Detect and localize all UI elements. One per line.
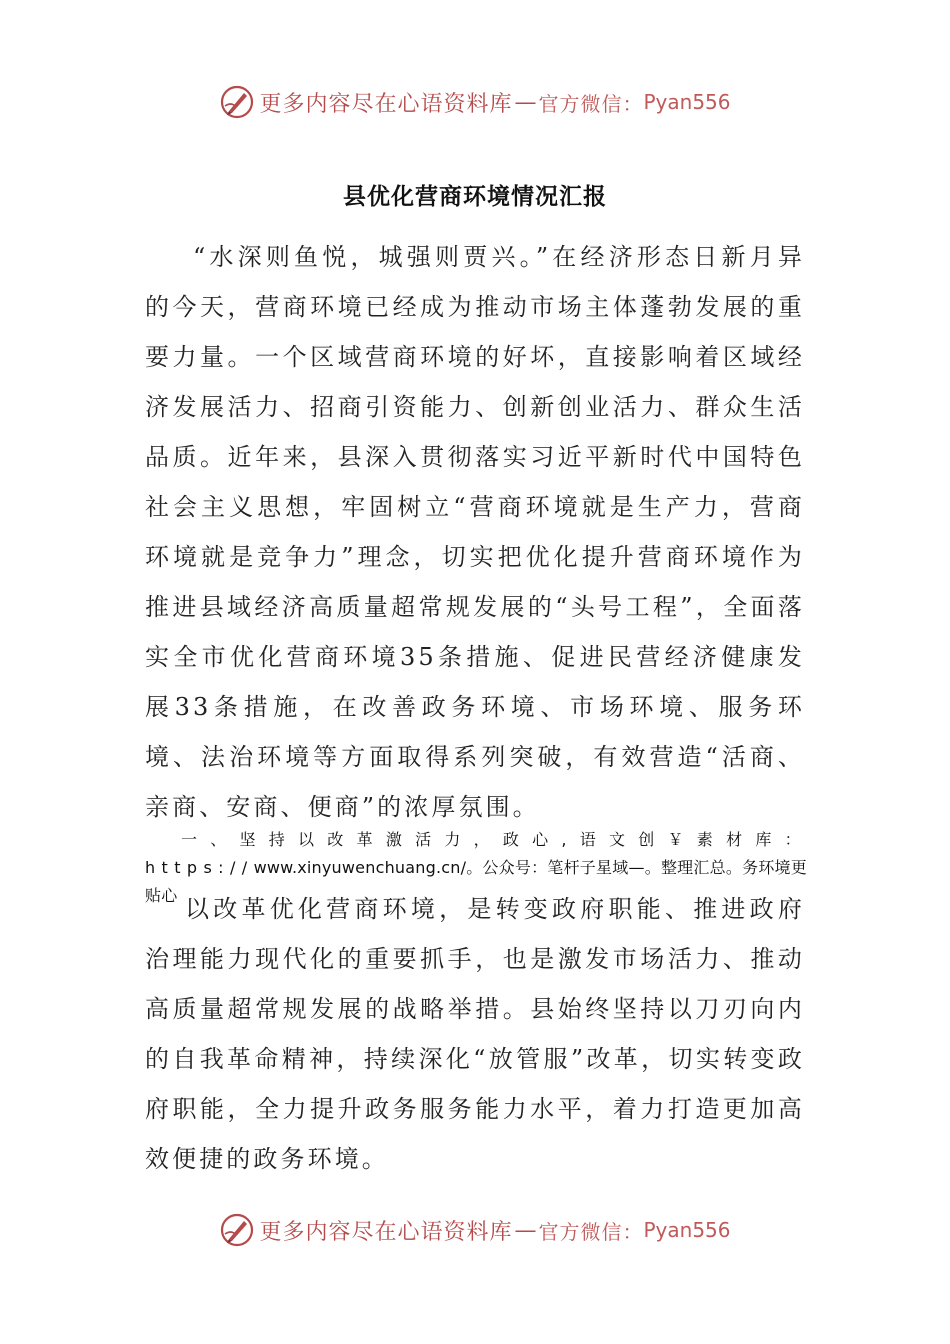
footer-watermark-banner (0, 1208, 950, 1252)
header-watermark-banner (0, 80, 950, 124)
section-paragraph: 以改革优化营商环境，是转变政府职能、推进政府治理能力现代化的重要抓手，也是激发市场活力、推动高质量超常规发展的战略举措。县始终坚持以刀刃向内的自我革命精神，持续深化“放管服”改革，切实转变政府职能，全力提升政务服务能力水平，着力打造更加高效便捷的政务环境。 (145, 895, 805, 1173)
banner-wechat-id: Pyan556 (643, 90, 731, 114)
banner-separator: — (514, 89, 537, 115)
section-heading-line1: 一、坚持以改革激活力，政心,语文创￥素材库：https:// (145, 830, 807, 877)
banner-text: 更多内容尽在心语资料库 (259, 91, 513, 117)
banner-label: 官方微信： (538, 1219, 644, 1244)
banner-separator: — (514, 1217, 537, 1243)
pen-logo-icon (219, 1212, 255, 1248)
banner-wechat-id: Pyan556 (643, 1218, 731, 1242)
banner-text: 更多内容尽在心语资料库 (259, 1219, 513, 1245)
pen-logo-icon (219, 84, 255, 120)
intro-paragraph: “水深则鱼悦，城强则贾兴。”在经济形态日新月异的今天，营商环境已经成为推动市场主体蓬勃发展的重要力量。一个区域营商环境的好坏，直接影响着区域经济发展活力、招商引资能力、创新创业活力、群众生活品质。近年来，县深入贯彻落实习近平新时代中国特色社会主义思想，牢固树立“营商环境就是生产力，营商环境就是竞争力”理念，切实把优化提升营商环境作为推进县域经济高质量超常规发展的“头号工程”，全面落实全市优化营商环境35条措施、促进民营经济健康发展33条措施，在改善政务环境、市场环境、服务环境、法治环境等方面取得系列突破，有效营造“活商、亲商、安商、便商”的浓厚氛围。 (145, 243, 805, 821)
section-heading-line2: www.xinyuwenchuang.cn/。公众号：笔杆子星域—。整理汇总。务环境更贴心 (145, 858, 807, 905)
banner-label: 官方微信： (538, 91, 644, 116)
document-title: 县优化营商环境情况汇报 (343, 184, 607, 210)
